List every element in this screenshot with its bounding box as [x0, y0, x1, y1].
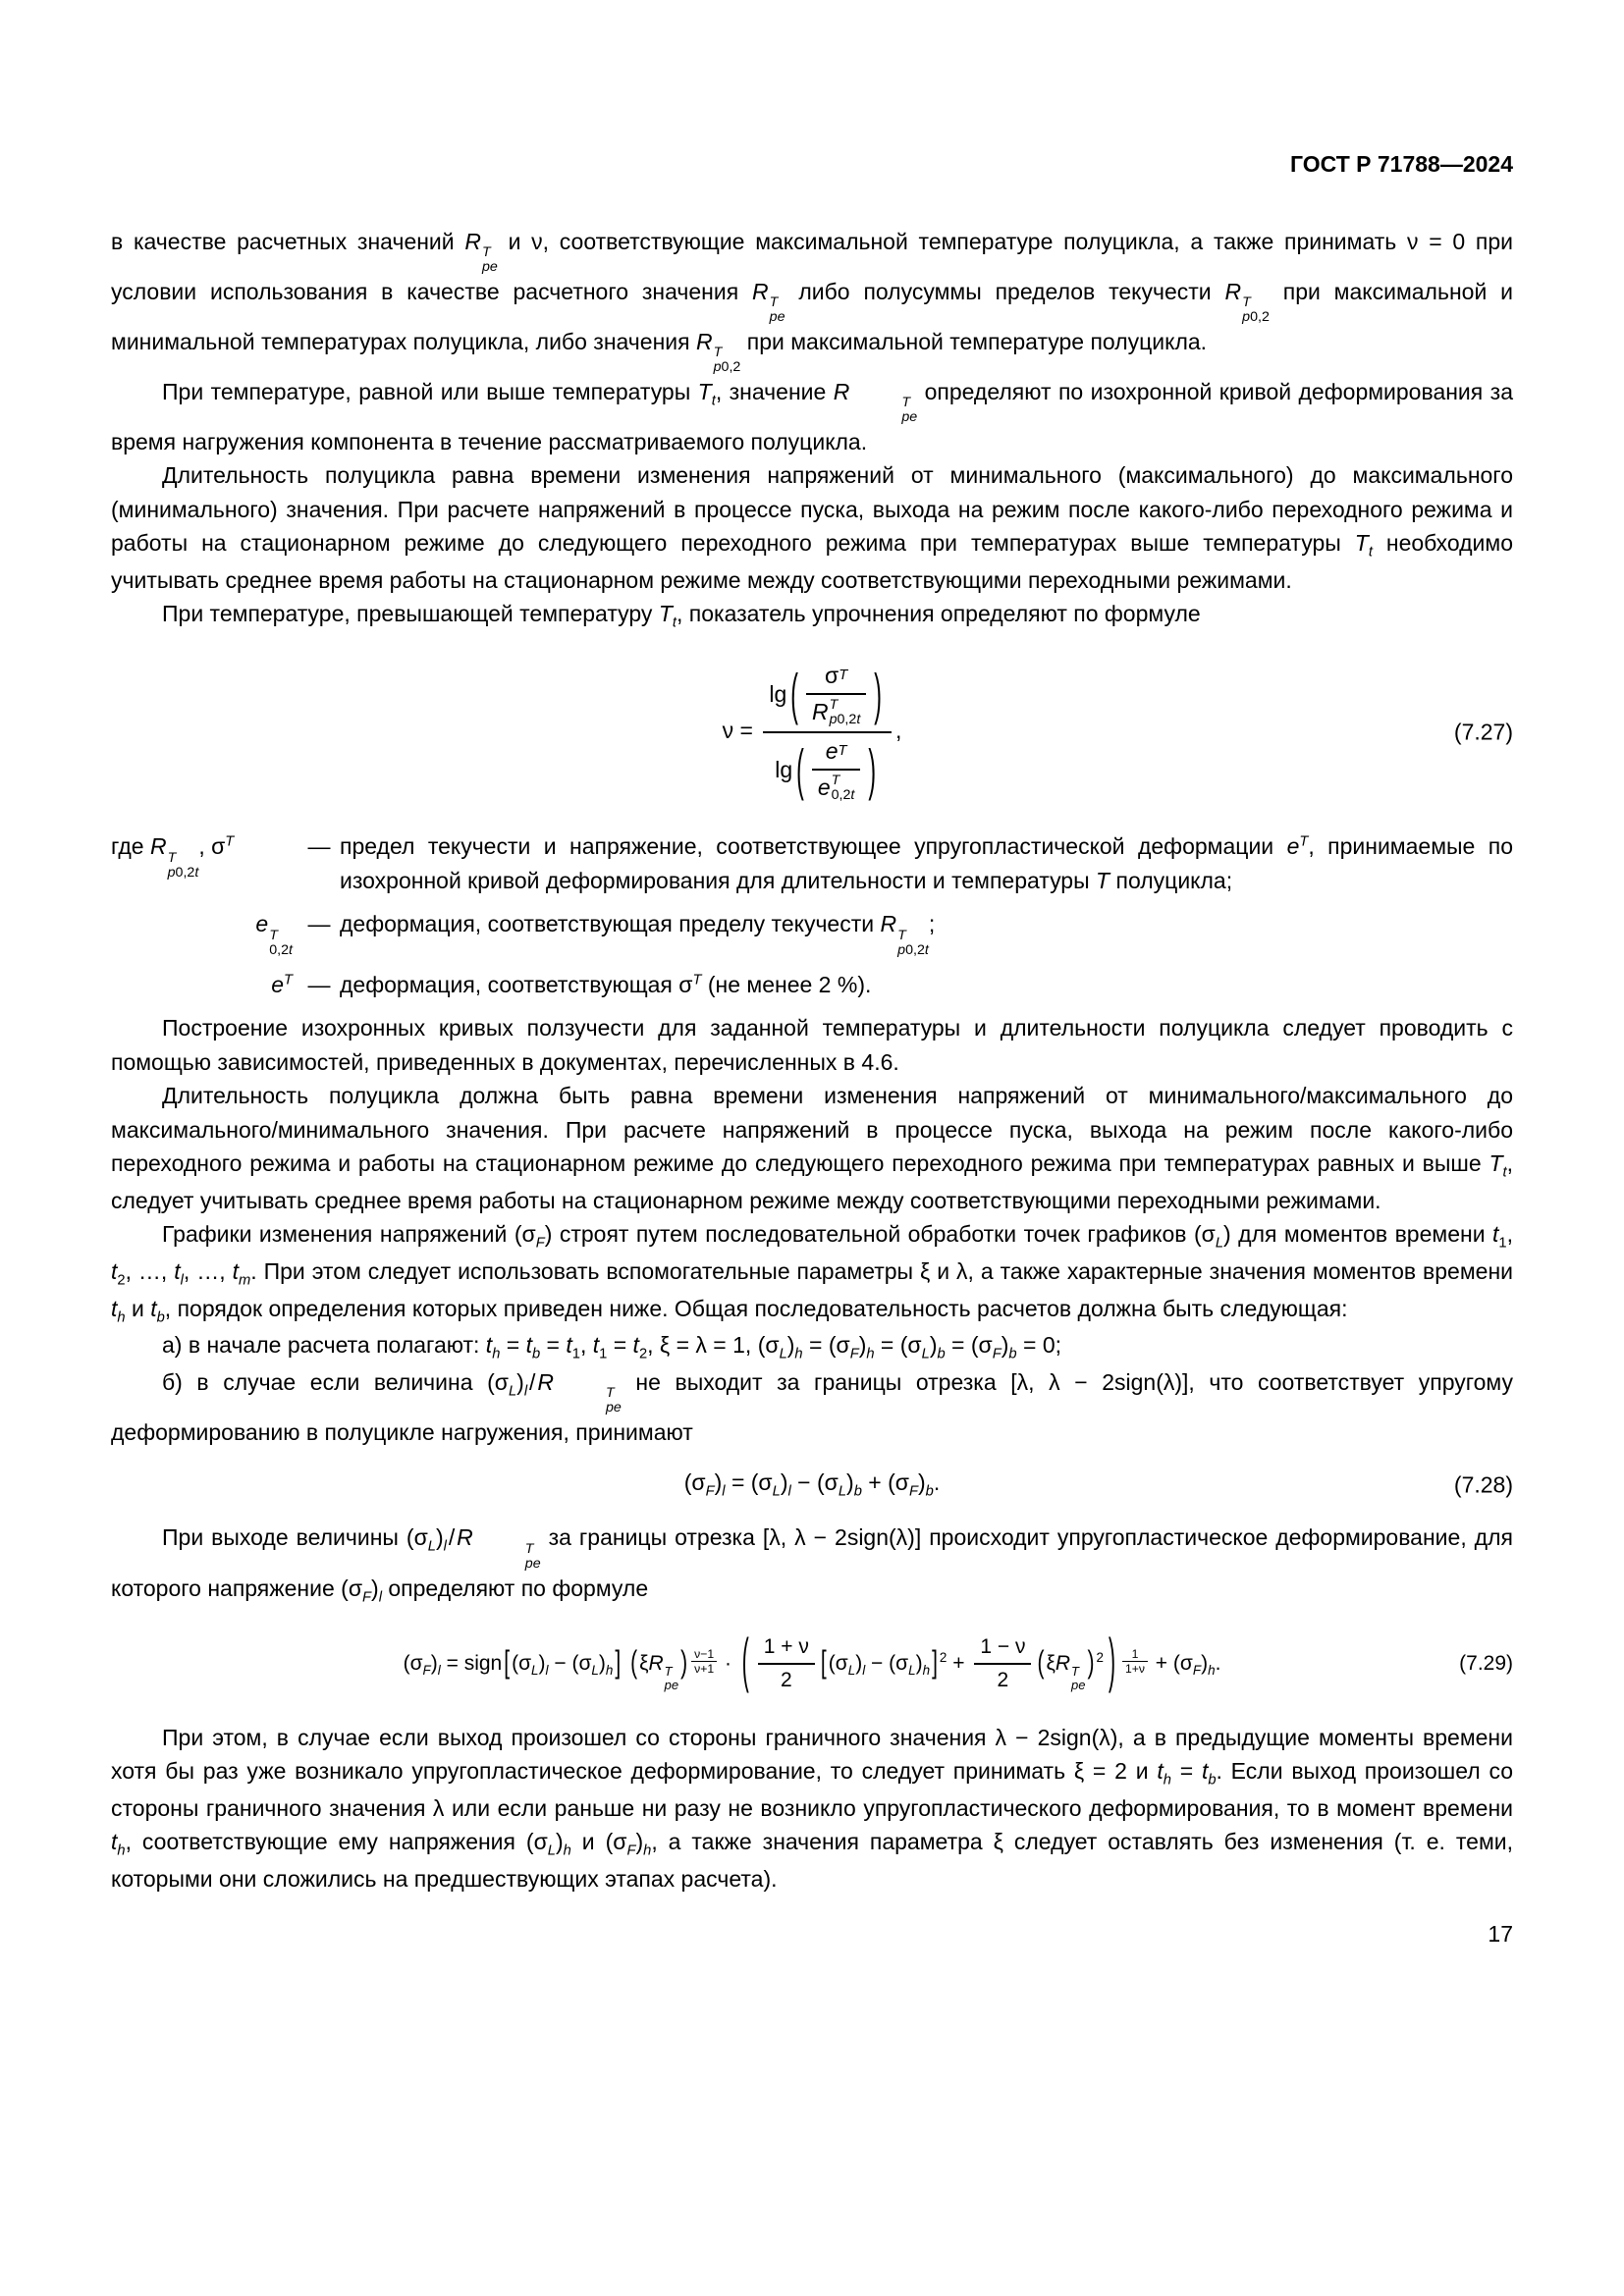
- definition-dash: —: [307, 833, 331, 860]
- definition-text: деформация, соответствующая $\sigma^T$ (не менее 2 %).: [340, 971, 872, 997]
- formula-7-28: [111, 1468, 1513, 1501]
- definition-row: [111, 907, 1513, 957]
- where-list: [111, 829, 1513, 1001]
- formula-body: ν = lg ( σ T R T p0,2t ) lg ( e T e T 0,2t ) ,: [722, 662, 902, 803]
- document-header: [111, 147, 1513, 182]
- doc-number: ГОСТ Р 71788—2024: [1290, 151, 1513, 177]
- definition-dash: —: [307, 971, 331, 997]
- paragraph: Построение изохронных кривых ползучести для заданной температуры и длительности полуцикла следует проводить с помощью зависимостей, приведенных в документах, перечисленных в 4.6.: [111, 1015, 1513, 1075]
- paragraph: Длительность полуцикла должна быть равна времени изменения напряжений от минимального/максимального до максимального/минимального значения. При расчете напряжений в процессе пуска, выхода на режим после какого-либо переходного режима и работы на стационарном режиме до следующего переходного режима при температурах равных и выше $T_t$, следует учитывать среднее время работы на стационарном режиме между соответствующими переходными режимами.: [111, 1083, 1513, 1213]
- formula-body: $(\sigma_F)_l = (\sigma_L)_l - (\sigma_L)_b + (\sigma_F)_b$.: [683, 1469, 941, 1501]
- definition-term: где R T p0,2t , $\sigma^T$: [111, 833, 235, 881]
- definition-term: e T 0,2t: [255, 911, 293, 958]
- formula-number: (7.27): [1453, 719, 1513, 745]
- definition-text: деформация, соответствующая пределу текучести R T p0,2t ;: [340, 911, 936, 958]
- formula-number: (7.28): [1453, 1471, 1513, 1498]
- list-item-a: а) в начале расчета полагают: $t_h = t_b = t_1$, $t_1 = t_2$, ξ = λ = 1, $(\sigma_L)_h = (\sigma_F)_h = (\sigma_L)_b = (\sigma_F)_b = 0$;: [162, 1332, 1062, 1362]
- paragraph: Длительность полуцикла равна времени изменения напряжений от минимального (максимального) до максимального (минимального) значения. При расчете напряжений в процессе пуска, выхода на режим после какого-либо переходного режима и работы на стационарном режиме до следующего переходного режима при температурах выше температуры $T_t$ необходимо учитывать среднее время работы на стационарном режиме между соответствующими переходными режимами.: [111, 462, 1513, 593]
- paragraph: Графики изменения напряжений $(\sigma_F)$ строят путем последовательной обработки точек графиков $(\sigma_L)$ для моментов времени $t_1$, $t_2$, …, $t_l$, …, $t_m$. При этом следует использовать вспомогательные параметры ξ и λ, а также характерные значения моментов времени $t_h$ и $t_b$, порядок определения которых приведен ниже. Общая последовательность расчетов должна быть следующая:: [111, 1221, 1513, 1326]
- formula-7-29: [111, 1629, 1513, 1695]
- formula-number: (7.29): [1459, 1652, 1513, 1676]
- paragraph: При температуре, равной или выше температуры $T_t$, значение R T pe определяют по изохронной кривой деформирования за время нагружения компонента в течение рассматриваемого полуцикла.: [111, 378, 1513, 454]
- paragraph: При температуре, превышающей температуру $T_t$, показатель упрочнения определяют по формуле: [162, 601, 1201, 632]
- page-number: 17: [1488, 1920, 1513, 1947]
- formula-7-27: [111, 660, 1513, 804]
- definition-row: [111, 829, 1513, 897]
- definition-dash: —: [307, 911, 331, 937]
- paragraph-continuation: в качестве расчетных значений R T pe и ν, соответствующие максимальной температуре полуцикла, а также принимать ν = 0 при условии использования в качестве расчетного значения R T pe либо полусуммы пределов текучести R T p0,2 при максимальной и минимальной температурах полуцикла, либо значения R T p0,2 при максимальной температуре полуцикла.: [111, 228, 1513, 375]
- definition-term: $e^T$: [271, 971, 293, 997]
- definition-text: предел текучести и напряжение, соответствующее упругопластической деформации $e^T$, принимаемые по изохронной кривой деформирования для длительности и температуры T полуцикла;: [340, 833, 1513, 893]
- list-item-b: б) в случае если величина $(\sigma_L)_l$ / R T pe не выходит за границы отрезка [λ, λ − 2sign(λ)], что соответствует упругому деформированию в полуцикле нагружения, принимают: [111, 1368, 1514, 1445]
- definition-row: [111, 968, 1513, 1002]
- paragraph: При этом, в случае если выход произошел со стороны граничного значения λ − 2sign(λ), а в предыдущие моменты времени хотя бы раз уже возникало упругопластическое деформирование, то следует принимать ξ = 2 и $t_h = t_b$. Если выход произошел со стороны граничного значения λ или если раньше ни разу не возникло упругопластического деформирования, то в момент времени $t_h$, соответствующие ему напряжения $(\sigma_L)_h$ и $(\sigma_F)_h$, а также значения параметра ξ следует оставлять без изменения (т. е. теми, которыми они сложились на предшествующих этапах расчета).: [111, 1724, 1514, 1893]
- formula-body: $(\sigma_F)_l$ = $sign[(\sigma_L)_l - (\sigma_L)_h]$ (ξR T pe ) $\frac{\nu-1}{\nu+1}$ · ( $\frac{1 + \nu}{2}$ $[(\sigma_L)_l - (\sigma_L)_h] ^2$ + $\frac{1 - \nu}{2}$ (ξR T pe ) $^2$ ) $\frac{1}{1+\nu}$ + $(\sigma_F)_h$.: [403, 1629, 1221, 1695]
- paragraph: При выходе величины $(\sigma_L)_l$ / R T pe за границы отрезка [λ, λ − 2sign(λ)] происходит упругопластическое деформирование, для которого напряжение $(\sigma_F)_l$ определяют по формуле: [111, 1524, 1513, 1606]
